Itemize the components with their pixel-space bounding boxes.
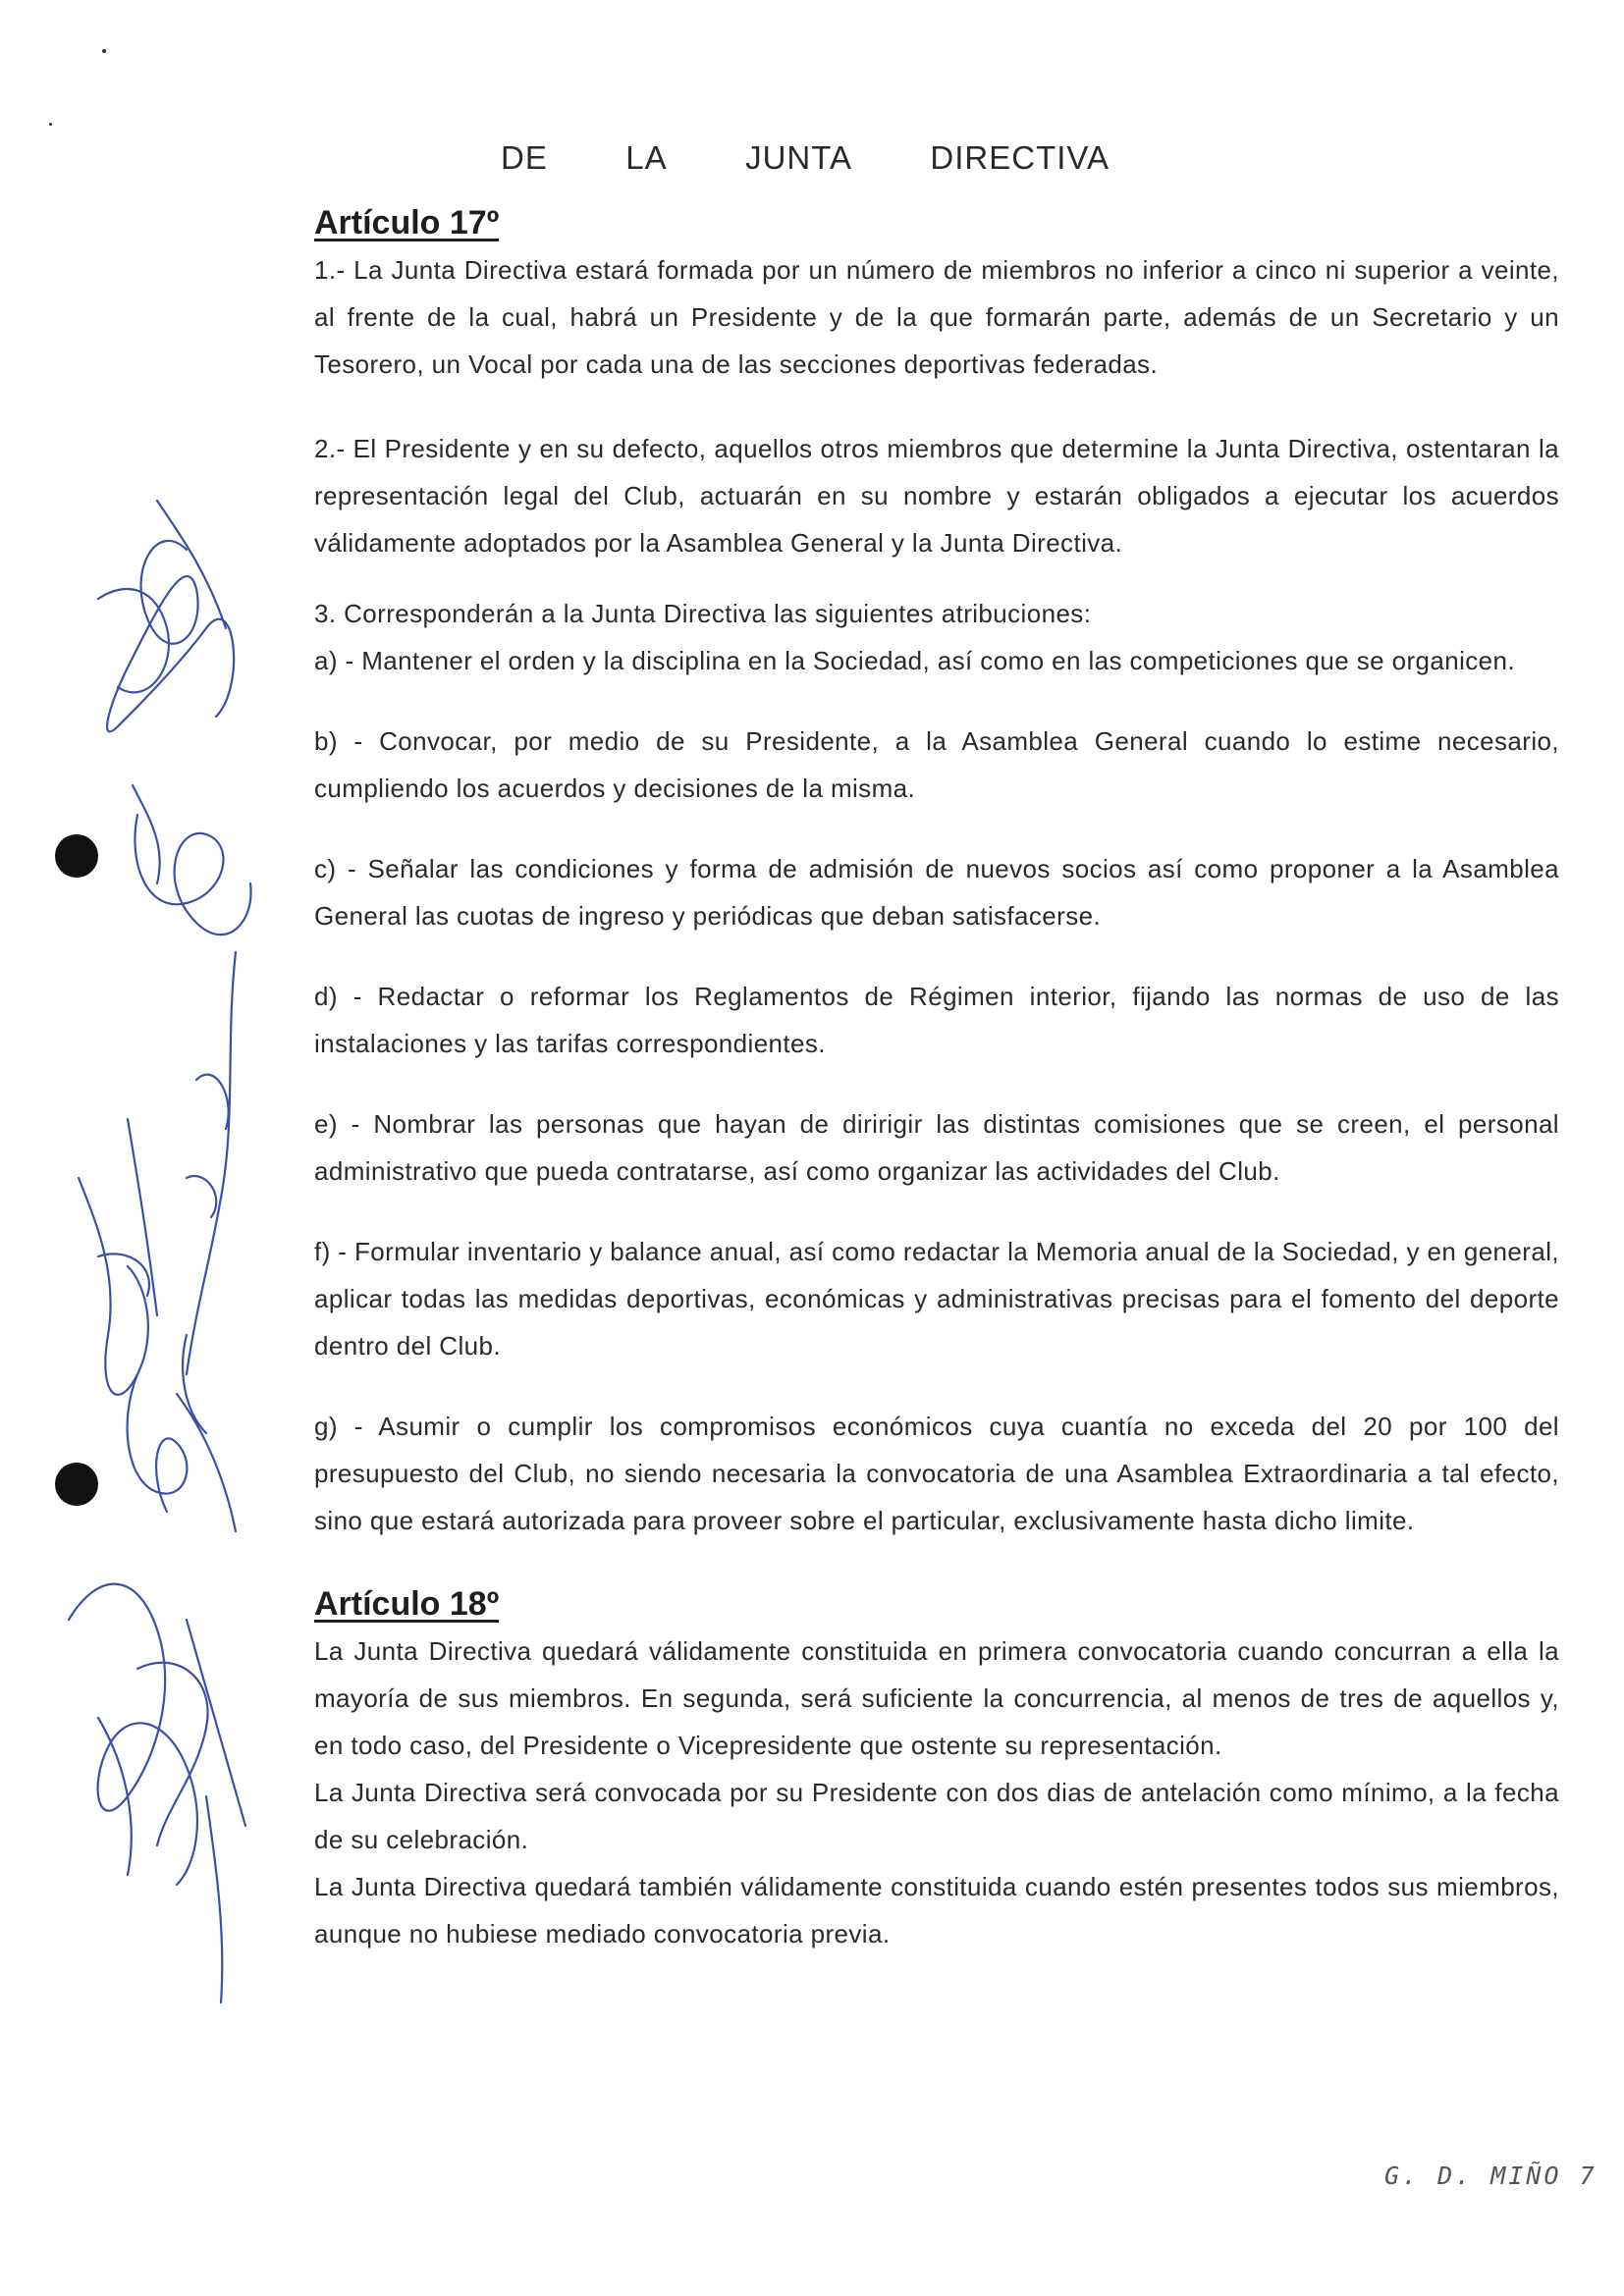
signature-5 bbox=[128, 1335, 236, 1531]
attribution-f: f) - Formular inventario y balance anual, así como redactar la Memoria anual de la Sociedad, y en general, aplicar todas las medidas deportivas, económicas y administrativas precisas para el fomento del deporte dentro del Club. bbox=[314, 1237, 1559, 1361]
signature-3 bbox=[187, 952, 236, 1374]
title-word: JUNTA bbox=[745, 139, 852, 176]
article-18-heading: Artículo 18º bbox=[314, 1585, 500, 1623]
article-17-paragraph-3: 3. Corresponderán a la Junta Directiva las siguientes atribuciones: bbox=[314, 599, 1092, 628]
signature-2 bbox=[133, 785, 251, 934]
signature-1 bbox=[107, 501, 234, 731]
attribution-b: b) - Convocar, por medio de su Presidente, a la Asamblea General cuando lo estime necesario, cumpliendo los acuerdos y decisiones de la misma. bbox=[314, 726, 1559, 803]
attribution-e: e) - Nombrar las personas que hayan de diririgir las distintas comisiones que se creen, el personal administrativo que pueda contratarse, así como organizar las actividades del Club. bbox=[314, 1109, 1559, 1186]
attribution-c: c) - Señalar las condiciones y forma de admisión de nuevos socios así como proponer a la Asamblea General las cuotas de ingreso y periódicas que deban satisfacerse. bbox=[314, 854, 1559, 931]
scan-speck bbox=[102, 49, 106, 53]
signature-6-tail bbox=[206, 1796, 222, 2002]
signature-6 bbox=[69, 1584, 245, 1885]
article-17-heading: Artículo 17º bbox=[314, 204, 500, 241]
title-word: DE bbox=[501, 139, 548, 176]
attribution-a: a) - Mantener el orden y la disciplina en la Sociedad, así como en las competiciones que se organicen. bbox=[314, 646, 1516, 675]
title-word: DIRECTIVA bbox=[930, 139, 1110, 176]
article-17-paragraph-1: 1.- La Junta Directiva estará formada por un número de miembros no inferior a cinco ni superior a veinte, al frente de la cual, habrá un Presidente y de la que formarán parte, además de un Secretario y un Tesorero, un Vocal por cada una de las secciones deportivas federadas. bbox=[314, 255, 1559, 379]
scan-speck bbox=[49, 123, 52, 126]
title-word: LA bbox=[625, 139, 668, 176]
article-18-paragraph-2: La Junta Directiva será convocada por su Presidente con dos dias de antelación como mínimo, a la fecha de su celebración. bbox=[314, 1778, 1559, 1854]
document-title bbox=[501, 139, 1110, 177]
document-body bbox=[314, 204, 1559, 1957]
article-18-paragraph-3: La Junta Directiva quedará también válidamente constituida cuando estén presentes todos sus miembros, aunque no hubiese mediado convocatoria previa. bbox=[314, 1872, 1559, 1949]
attribution-d: d) - Redactar o reformar los Reglamentos de Régimen interior, fijando las normas de uso de las instalaciones y las tarifas correspondientes. bbox=[314, 982, 1559, 1058]
attribution-g: g) - Asumir o cumplir los compromisos económicos cuya cuantía no exceda del 20 por 100 del presupuesto del Club, no siendo necesaria la convocatoria de una Asamblea Extraordinaria a tal efecto, sino que estará autorizada para proveer sobre el particular, exclusivamente hasta dicho limite. bbox=[314, 1412, 1559, 1535]
article-18-paragraph-1: La Junta Directiva quedará válidamente constituida en primera convocatoria cuando concurran a ella la mayoría de sus miembros. En segunda, será suficiente la concurrencia, al menos de tres de aquellos y, en todo caso, del Presidente o Vicepresidente que ostente su representación. bbox=[314, 1636, 1559, 1760]
footer-page-reference: G. D. MIÑO 7 bbox=[1384, 2162, 1597, 2190]
margin-signatures bbox=[39, 491, 295, 2081]
signature-1-loop bbox=[98, 589, 169, 692]
signature-4 bbox=[79, 1119, 157, 1395]
article-17-paragraph-2: 2.- El Presidente y en su defecto, aquellos otros miembros que determine la Junta Directiva, ostentaran la representación legal del Club, actuarán en su nombre y estarán obligados a ejecutar los acuerdos válidamente adoptados por la Asamblea General y la Junta Directiva. bbox=[314, 434, 1559, 558]
